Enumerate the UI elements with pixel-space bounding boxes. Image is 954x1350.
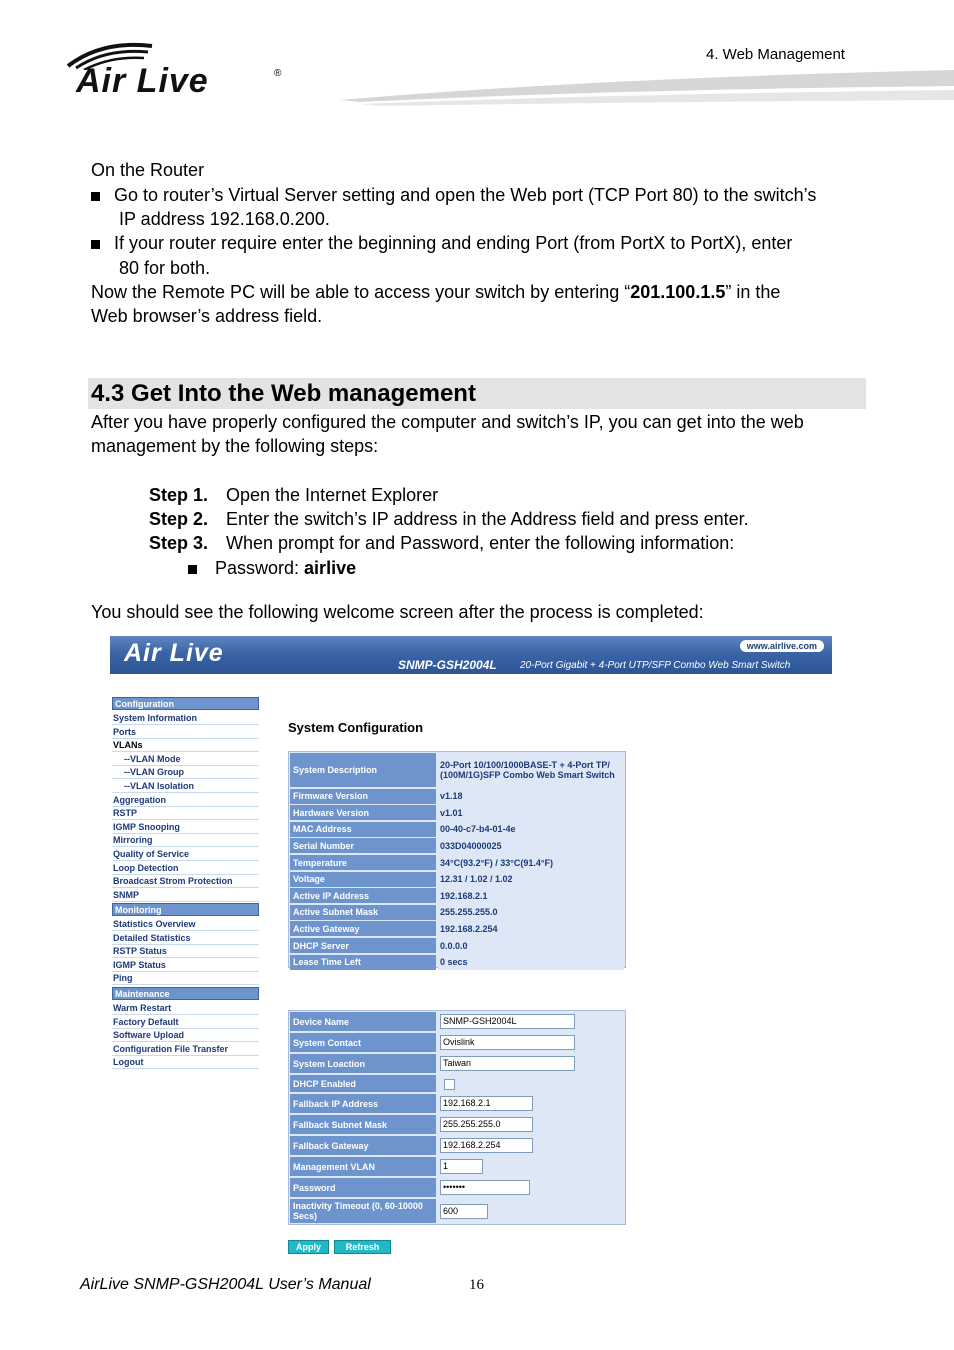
info-value: 192.168.2.254 [438, 921, 624, 936]
form-row [290, 1012, 624, 1031]
menu-heading-monitoring[interactable]: Monitoring [112, 903, 259, 916]
form-label: System Contact [290, 1033, 436, 1052]
info-label: Active IP Address [290, 888, 436, 903]
page-number: 16 [469, 1277, 484, 1293]
info-value: 0.0.0.0 [438, 938, 624, 953]
menu-item[interactable]: Statistics Overview [112, 918, 259, 931]
info-label: MAC Address [290, 822, 436, 837]
system-config-form [288, 1010, 626, 1225]
menu-item[interactable]: Factory Default [112, 1016, 259, 1029]
form-row [290, 1094, 624, 1113]
menu-heading-configuration[interactable]: Configuration [112, 697, 259, 710]
menu-item[interactable]: Warm Restart [112, 1002, 259, 1015]
bullet-1 [91, 183, 816, 207]
info-label: Active Gateway [290, 921, 436, 936]
password-info [188, 556, 356, 580]
form-row [290, 1199, 624, 1223]
section-para-line1: After you have properly configured the computer and switch’s IP, you can get into the web [91, 412, 804, 432]
info-row [290, 805, 624, 820]
step-3-label: Step 3. [149, 533, 209, 553]
info-row [290, 753, 624, 787]
form-input[interactable]: 255.255.255.0 [440, 1117, 533, 1132]
remote-ip: 201.100.1.5 [630, 282, 726, 302]
step-1-text: Open the Internet Explorer [226, 485, 439, 505]
menu-item[interactable]: --VLAN Mode [112, 753, 259, 766]
form-label: Fallback IP Address [290, 1094, 436, 1113]
info-value: 20-Port 10/100/1000BASE-T + 4-Port TP/ (100M/1G)SFP Combo Web Smart Switch [438, 753, 624, 787]
menu-item[interactable]: IGMP Snooping [112, 821, 259, 834]
refresh-button[interactable]: Refresh [334, 1240, 391, 1254]
menu-item[interactable]: RSTP [112, 807, 259, 820]
menu-item[interactable]: --VLAN Group [112, 766, 259, 779]
step-2-text: Enter the switch’s IP address in the Address field and press enter. [226, 509, 749, 529]
form-input[interactable]: ••••••• [440, 1180, 530, 1195]
menu-item[interactable]: Quality of Service [112, 848, 259, 861]
menu-item[interactable]: Configuration File Transfer [112, 1043, 259, 1056]
apply-button[interactable]: Apply [288, 1240, 329, 1254]
dhcp-enabled-checkbox[interactable] [444, 1079, 455, 1090]
info-value: 34°C(93.2°F) / 33°C(91.4°F) [438, 855, 624, 870]
form-row [290, 1033, 624, 1052]
step-2 [149, 507, 749, 531]
bullet-1-line2: IP address 192.168.0.200. [119, 209, 330, 229]
menu-item[interactable]: --VLAN Isolation [112, 780, 259, 793]
banner-model: SNMP-GSH2004L [398, 658, 497, 672]
menu-item[interactable]: IGMP Status [112, 959, 259, 972]
bullet-square-icon [91, 240, 100, 249]
menu-item[interactable]: Aggregation [112, 794, 259, 807]
info-label: Lease Time Left [290, 955, 436, 970]
info-label: Temperature [290, 855, 436, 870]
form-row [290, 1115, 624, 1134]
info-label: Voltage [290, 872, 436, 887]
menu-item[interactable]: Software Upload [112, 1029, 259, 1042]
footer-manual: AirLive SNMP-GSH2004L User’s Manual [80, 1276, 371, 1293]
section-title: 4.3 Get Into the Web management [91, 380, 476, 407]
section-para-line2: management by the following steps: [91, 436, 379, 456]
form-label: System Loaction [290, 1054, 436, 1073]
info-label: Serial Number [290, 838, 436, 853]
remote-post: ” in the [725, 282, 781, 302]
menu-heading-maintenance[interactable]: Maintenance [112, 987, 259, 1000]
form-label: Fallback Subnet Mask [290, 1115, 436, 1134]
bullet-2 [91, 231, 792, 255]
form-input[interactable]: 1 [440, 1159, 483, 1174]
menu-item[interactable]: Logout [112, 1056, 259, 1069]
form-row [290, 1157, 624, 1176]
menu-item[interactable]: Mirroring [112, 834, 259, 847]
form-row [290, 1054, 624, 1073]
info-label: Hardware Version [290, 805, 436, 820]
form-row [290, 1178, 624, 1197]
welcome-text: You should see the following welcome screen after the process is completed: [91, 602, 704, 622]
form-row [290, 1136, 624, 1155]
menu-item[interactable]: Ping [112, 972, 259, 985]
step-1-label: Step 1. [149, 485, 209, 505]
info-row [290, 888, 624, 903]
info-row [290, 921, 624, 936]
bullet-2-line1: If your router require enter the beginning and ending Port (from PortX to PortX), enter [114, 233, 793, 253]
form-label: Device Name [290, 1012, 436, 1031]
menu-item[interactable]: System Information [112, 712, 259, 725]
menu-item[interactable]: Broadcast Strom Protection [112, 875, 259, 888]
web-ui-banner [110, 636, 832, 674]
form-input[interactable]: Ovislink [440, 1035, 575, 1050]
form-label: Inactivity Timeout (0, 60-10000 Secs) [290, 1199, 436, 1223]
menu-item[interactable]: RSTP Status [112, 945, 259, 958]
info-row [290, 905, 624, 920]
form-input[interactable]: 192.168.2.1 [440, 1096, 533, 1111]
registered-mark: ® [274, 68, 282, 79]
banner-logo: Air Live [124, 639, 224, 667]
form-label: Fallback Gateway [290, 1136, 436, 1155]
remote-access-text [91, 280, 780, 304]
form-label: DHCP Enabled [290, 1075, 436, 1092]
chapter-header: 4. Web Management [706, 46, 845, 63]
info-value: 255.255.255.0 [438, 905, 624, 920]
info-row [290, 789, 624, 804]
info-row [290, 855, 624, 870]
form-input[interactable]: Taiwan [440, 1056, 575, 1071]
form-row [290, 1075, 624, 1092]
remote-pre: Now the Remote PC will be able to access your switch by entering “ [91, 282, 631, 302]
step-1 [149, 483, 439, 507]
step-3 [149, 531, 735, 555]
bullet-square-icon [188, 565, 197, 574]
info-value: 12.31 / 1.02 / 1.02 [438, 872, 624, 887]
remote-access-line2: Web browser’s address field. [91, 306, 323, 326]
menu-item[interactable]: SNMP [112, 889, 259, 902]
menu-item[interactable]: VLANs [112, 739, 259, 752]
info-label: Firmware Version [290, 789, 436, 804]
airlive-logo [62, 40, 292, 110]
menu-item[interactable]: Ports [112, 726, 259, 739]
banner-subtitle: 20-Port Gigabit + 4-Port UTP/SFP Combo Web Smart Switch [520, 660, 791, 671]
password-label: Password: [215, 558, 305, 578]
info-label: DHCP Server [290, 938, 436, 953]
form-input[interactable]: 192.168.2.254 [440, 1138, 533, 1153]
info-row [290, 938, 624, 953]
info-label: Active Subnet Mask [290, 905, 436, 920]
system-config-title: System Configuration [288, 720, 424, 735]
logo-text: Air Live [76, 62, 209, 100]
info-value: 00-40-c7-b4-01-4e [438, 822, 624, 837]
bullet-1-line1: Go to router’s Virtual Server setting and open the Web port (TCP Port 80) to the switch’s [114, 185, 817, 205]
info-row [290, 872, 624, 887]
info-value: v1.18 [438, 789, 624, 804]
system-info-table [288, 751, 626, 968]
info-value: 033D04000025 [438, 838, 624, 853]
bullet-2-line2: 80 for both. [119, 258, 211, 278]
bullet-square-icon [91, 192, 100, 201]
info-label: System Description [290, 753, 436, 787]
router-heading: On the Router [91, 160, 205, 180]
header-swoosh [300, 60, 954, 130]
form-input[interactable]: SNMP-GSH2004L [440, 1014, 575, 1029]
password-value: airlive [304, 558, 357, 578]
form-label: Management VLAN [290, 1157, 436, 1176]
info-value: 0 secs [438, 955, 624, 970]
info-value: 192.168.2.1 [438, 888, 624, 903]
menu-item[interactable]: Detailed Statistics [112, 932, 259, 945]
info-value: v1.01 [438, 805, 624, 820]
info-row [290, 838, 624, 853]
step-2-label: Step 2. [149, 509, 209, 529]
form-label: Password [290, 1178, 436, 1197]
step-3-text: When prompt for and Password, enter the following information: [226, 533, 735, 553]
banner-url[interactable]: www.airlive.com [740, 640, 824, 652]
form-input[interactable]: 600 [440, 1204, 488, 1219]
menu-item[interactable]: Loop Detection [112, 862, 259, 875]
info-row [290, 955, 624, 970]
form-value-cell [438, 1075, 624, 1092]
info-row [290, 822, 624, 837]
